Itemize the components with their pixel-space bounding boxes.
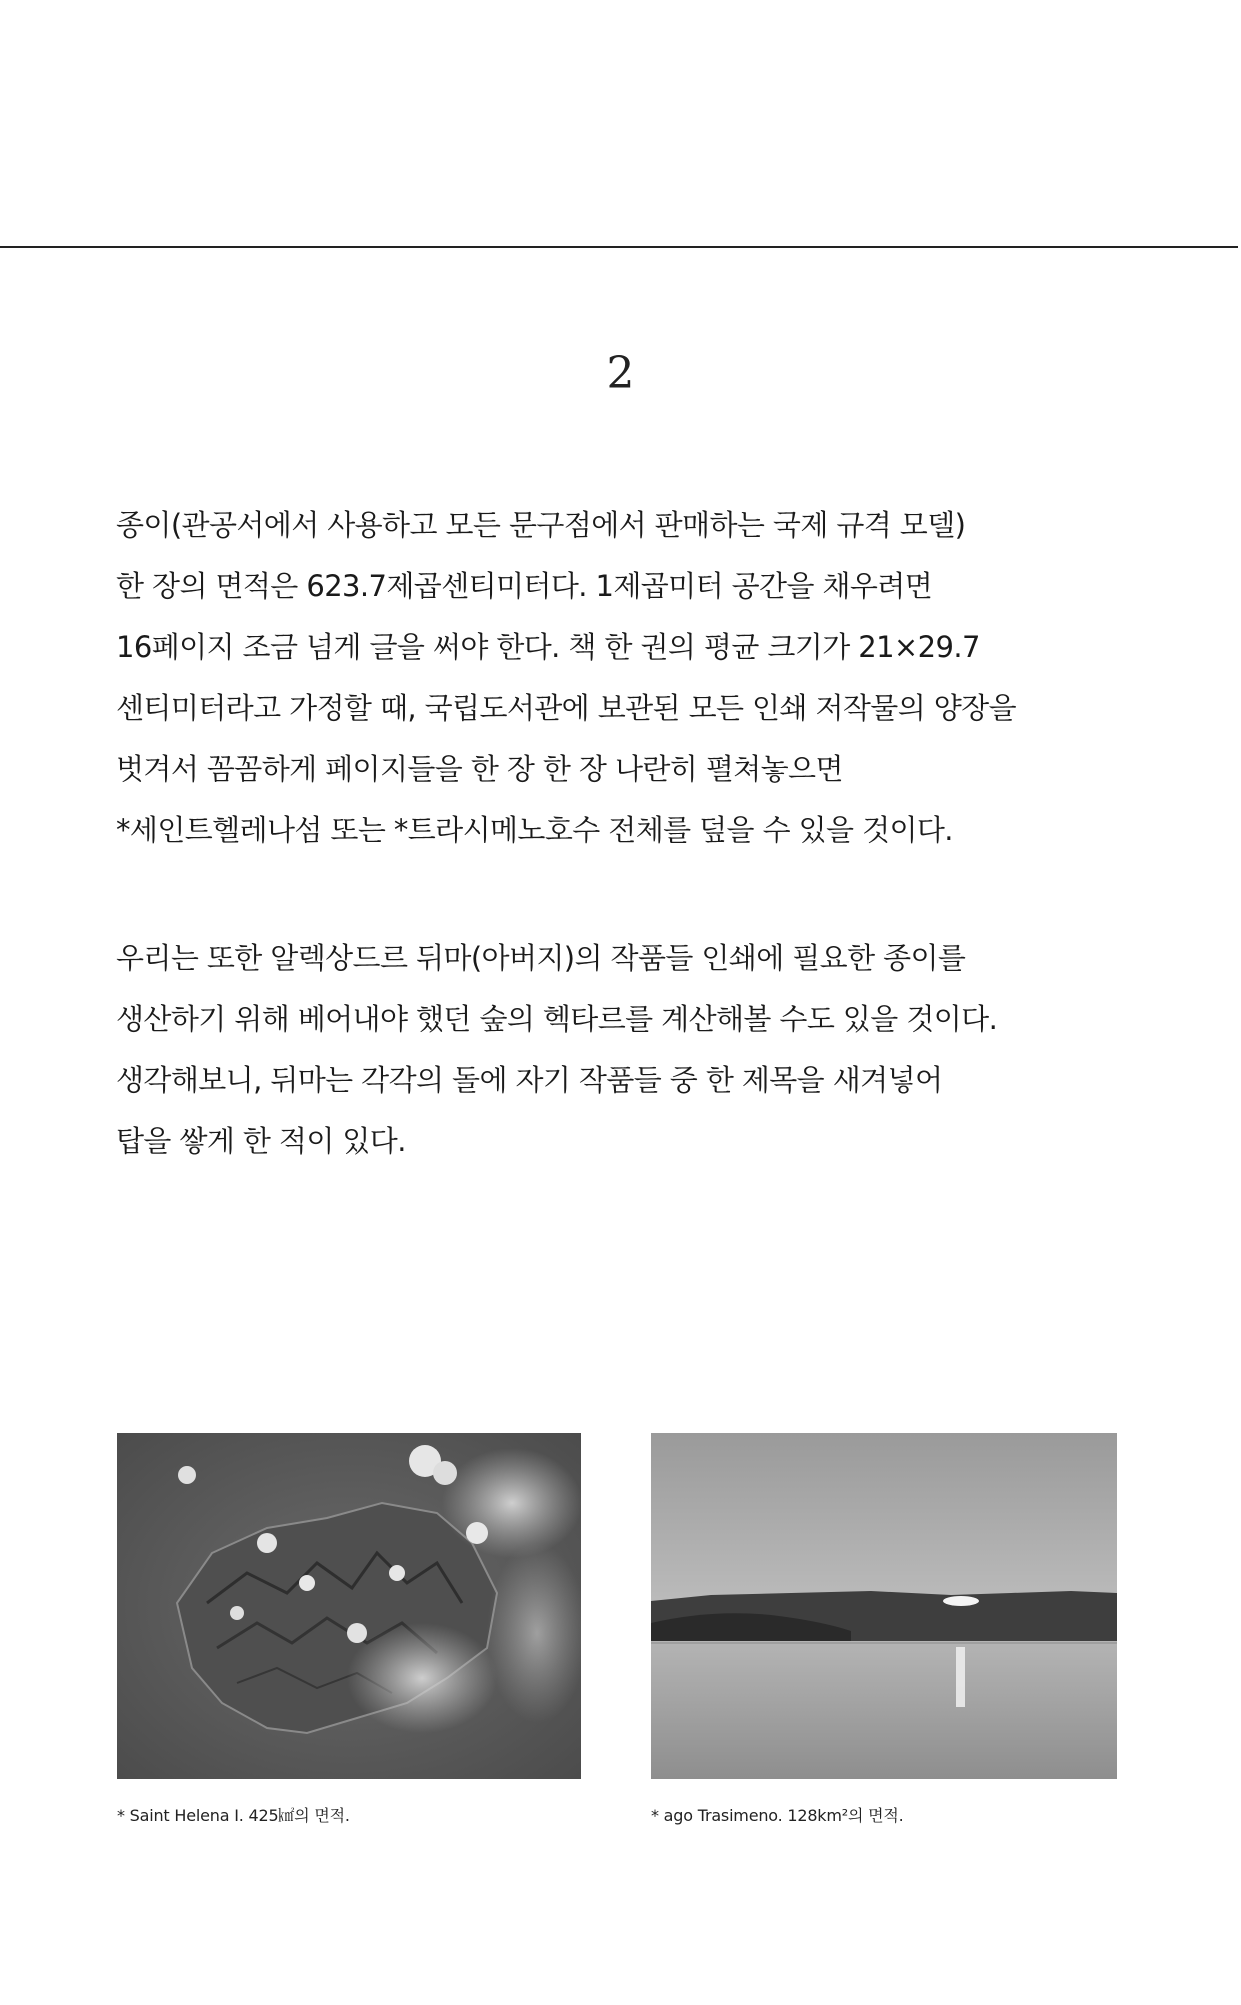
paragraph-line: *세인트헬레나섬 또는 *트라시메노호수 전체를 덮을 수 있을 것이다. [116, 813, 953, 847]
page-number: 2 [606, 348, 635, 399]
paragraph-line: 생각해보니, 뒤마는 각각의 돌에 자기 작품들 중 한 제목을 새겨넣어 [116, 1063, 943, 1097]
paragraph-line: 탑을 쌓게 한 적이 있다. [116, 1124, 406, 1158]
lake-trasimeno-sunset-photo [651, 1433, 1117, 1779]
paragraph-2 [116, 928, 1156, 1172]
paragraph-line: 16페이지 조금 넘게 글을 써야 한다. 책 한 권의 평균 크기가 21×29.7 [116, 630, 980, 664]
paragraph-line: 우리는 또한 알렉상드르 뒤마(아버지)의 작품들 인쇄에 필요한 종이를 [116, 941, 966, 975]
saint-helena-caption: * Saint Helena I. 425㎢의 면적. [117, 1806, 350, 1825]
top-horizontal-rule [0, 246, 1238, 248]
paragraph-line: 센티미터라고 가정할 때, 국립도서관에 보관된 모든 인쇄 저작물의 양장을 [116, 691, 1016, 725]
paragraph-1 [116, 495, 1156, 861]
paragraph-line: 생산하기 위해 베어내야 했던 숲의 헥타르를 계산해볼 수도 있을 것이다. [116, 1002, 998, 1036]
paragraph-line: 한 장의 면적은 623.7제곱센티미터다. 1제곱미터 공간을 채우려면 [116, 569, 933, 603]
paragraph-line: 종이(관공서에서 사용하고 모든 문구점에서 판매하는 국제 규격 모델) [116, 508, 966, 542]
paragraph-line: 벗겨서 꼼꼼하게 페이지들을 한 장 한 장 나란히 펼쳐놓으면 [116, 752, 843, 786]
trasimeno-caption: * ago Trasimeno. 128km²의 면적. [651, 1806, 904, 1825]
saint-helena-satellite-photo [117, 1433, 581, 1779]
